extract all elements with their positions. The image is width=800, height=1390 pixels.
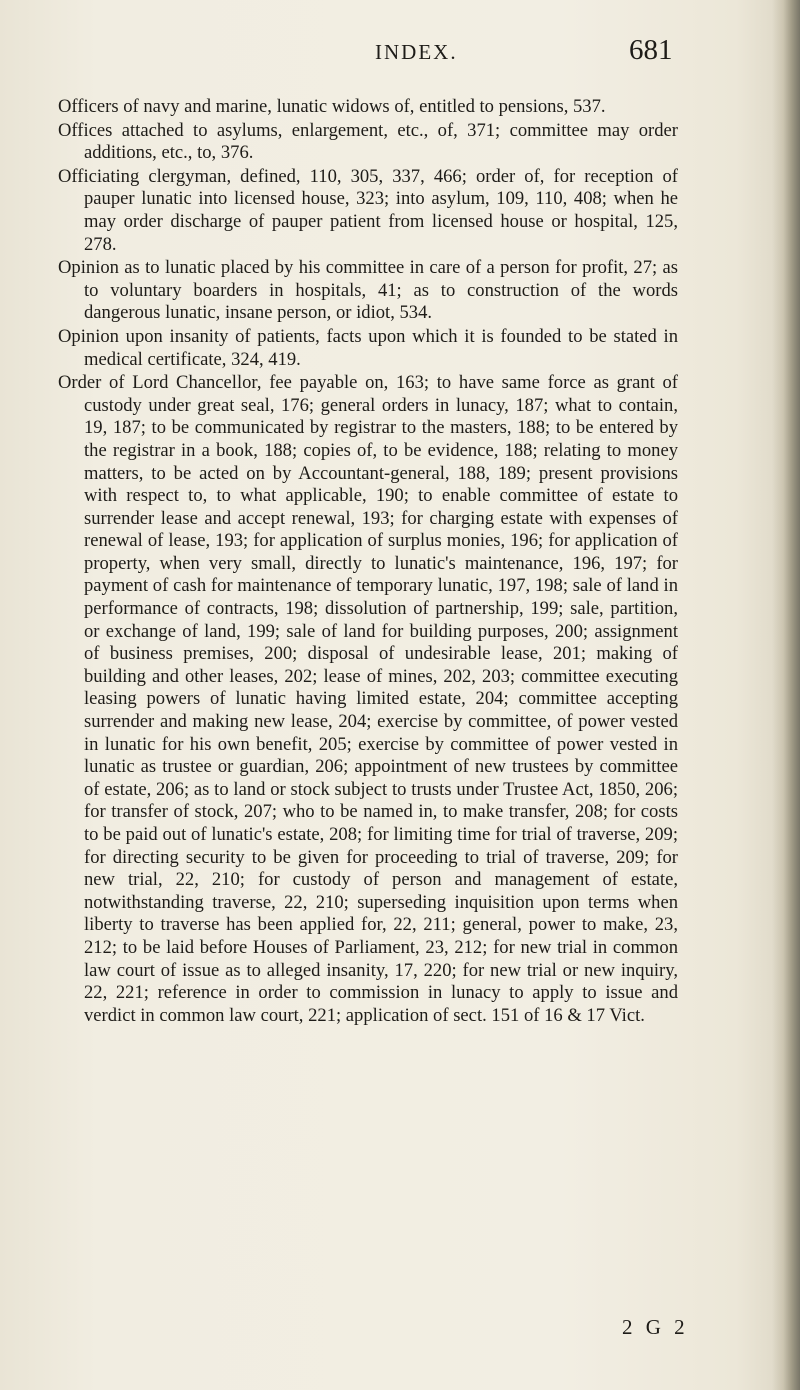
index-entry: Order of Lord Chancellor, fee payable on, 163; to have same force as grant of custody under great seal, 176; general orders in lunacy, 187; what to contain, 19, 187; to be communicated by registrar to the masters, 188; to be entered by the registrar in a book, 188; copies of, to be evidence, 188; relating to money matters, to be acted on by Accountant-general, 188, 189; present provisions with respect to, to what applicable, 190; to enable committee of estate to surrender lease and accept renewal, 193; for charging estate with expenses of renewal of lease, 193; for application of surplus monies, 196; for application of property, when very small, directly to lunatic's maintenance, 196, 197; for payment of cash for maintenance of temporary lunatic, 197, 198; sale of land in performance of contracts, 198; dissolution of partnership, 199; sale, partition, or exchange of land, 199; sale of land for building purposes, 200; assignment of business premises, 200; disposal of undesirable lease, 201; making of building and other leases, 202; lease of mines, 202, 203; committee executing leasing powers of lunatic having limited estate, 204; committee accepting surrender and making new lease, 204; exercise by committee, of power vested in lunatic for his own benefit, 205; exercise by committee of power vested in lunatic as trustee or guardian, 206; appointment of new trustees by committee of estate, 206; as to land or stock subject to trusts under Trustee Act, 1850, 206; for transfer of stock, 207; who to be named in, to make transfer, 208; for costs to be paid out of lunatic's estate, 208; for limiting time for trial of traverse, 209; for directing security to be given for proceeding to trial of traverse, 209; for new trial, 22, 210; for custody of person and management of estate, notwithstanding traverse, 22, 210; superseding inquisition upon terms when liberty to traverse has been applied for, 22, 211; general, power to make, 23, 212; to be laid before Houses of Parliament, 23, 212; for new trial in common law court of issue as to alleged insanity, 17, 220; for new trial or new inquiry, 22, 221; reference in order to commission in lunacy to apply to issue and verdict in common law court, 221; application of sect. 151 of 16 & 17 Vict. (58, 372, 678, 1026)
index-entry: Opinion as to lunatic placed by his committee in care of a person for profit, 27; as to voluntary boarders in hospitals, 41; as to construction of the words dangerous lunatic, insane person, or idiot, 534. (58, 257, 678, 324)
page-header (0, 34, 800, 90)
index-entry: Offices attached to asylums, enlargement, etc., of, 371; committee may order additions, etc., to, 376. (58, 119, 678, 164)
index-entry: Officers of navy and marine, lunatic widows of, entitled to pensions, 537. (58, 96, 606, 117)
index-entry: Opinion upon insanity of patients, facts upon which it is founded to be stated in medical certificate, 324, 419. (58, 325, 678, 370)
signature-mark: 2 G 2 (622, 1315, 689, 1339)
page-number: 681 (629, 34, 673, 66)
index-entries (58, 96, 678, 1028)
index-entry: Officiating clergyman, defined, 110, 305, 337, 466; order of, for reception of pauper lunatic into licensed house, 323; into asylum, 109, 110, 408; when he may order discharge of pauper patient from licensed house or hospital, 125, 278. (58, 165, 678, 255)
page-binding-edge (772, 0, 800, 1390)
running-head: INDEX. (375, 40, 458, 64)
